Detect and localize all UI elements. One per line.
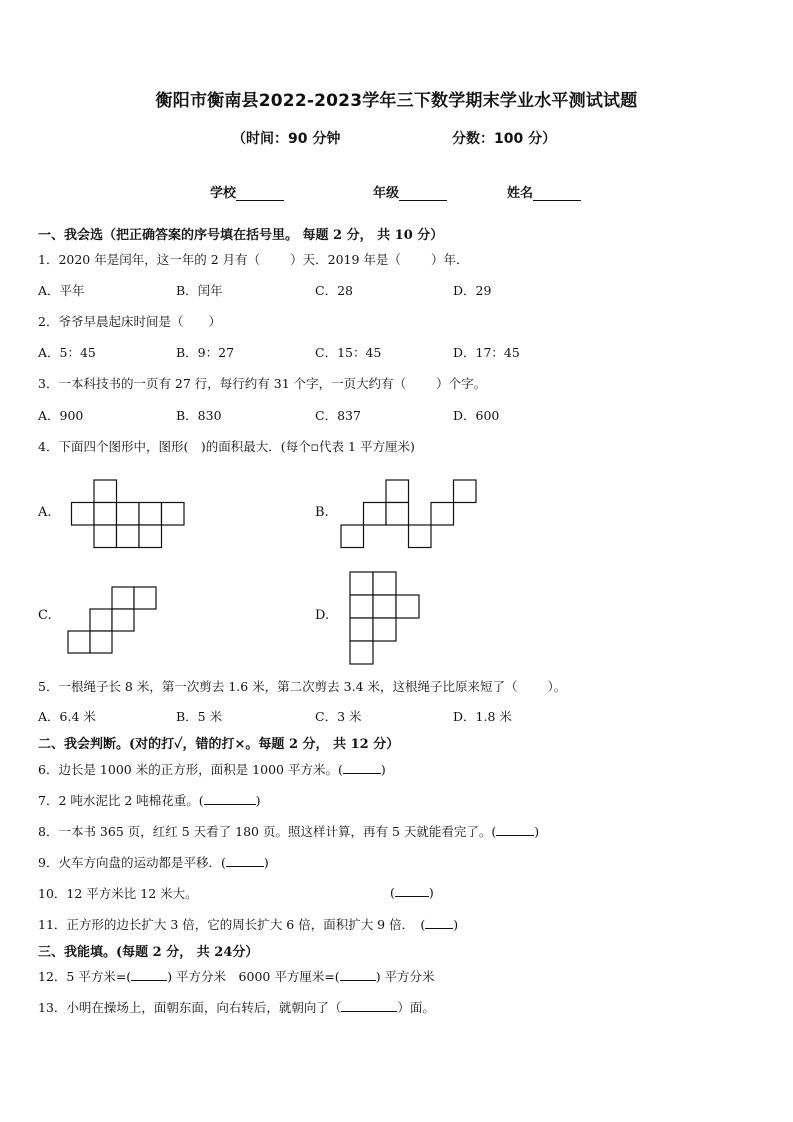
option-d[interactable]: D．600 (453, 408, 500, 423)
question-10-answer: ( ) (390, 885, 434, 900)
option-b[interactable]: B．830 (176, 408, 222, 423)
school-blank[interactable] (236, 186, 284, 201)
name-label: 姓名 (507, 186, 534, 201)
question-9: 9．火车方向盘的运动都是平移．( ) (38, 855, 269, 870)
grade-blank[interactable] (399, 186, 447, 201)
option-b[interactable]: B．闰年 (176, 283, 223, 298)
question-2: 2．爷爷早晨起床时间是（ ） (38, 314, 221, 329)
figure-a (68, 478, 188, 550)
answer-blank[interactable] (204, 792, 256, 805)
answer-blank[interactable] (131, 968, 167, 981)
option-b[interactable]: B．5 米 (176, 709, 223, 724)
option-c[interactable]: C．837 (315, 408, 361, 423)
figure-b (339, 478, 479, 550)
school-label: 学校 (210, 186, 237, 201)
option-c[interactable]: C．15：45 (315, 345, 382, 360)
answer-blank[interactable] (226, 854, 264, 867)
answer-blank[interactable] (496, 823, 534, 836)
exam-time: （时间：90 分钟 (232, 131, 341, 147)
answer-blank[interactable] (341, 999, 397, 1012)
option-b[interactable]: B．9：27 (176, 345, 235, 360)
section-heading-1: 一、我会选（把正确答案的序号填在括号里。 每题 2 分， 共 10 分） (38, 228, 444, 243)
question-3: 3．一本科技书的一页有 27 行，每行约有 31 个字，一页大约有（ ）个字。 (38, 376, 487, 391)
option-c[interactable]: C．28 (315, 283, 353, 298)
name-field (507, 182, 581, 201)
grade-field (373, 182, 447, 201)
question-13: 13．小明在操场上，面朝东面，向右转后，就朝向了（ ）面。 (38, 1000, 435, 1015)
figure-d (348, 570, 422, 666)
answer-blank[interactable] (343, 761, 381, 774)
page-title: 衡阳市衡南县2022-2023学年三下数学期末学业水平测试试题 (155, 91, 638, 111)
question-4: 4．下面四个图形中，图形( )的面积最大．(每个▫代表 1 平方厘米) (38, 439, 415, 454)
question-8: 8．一本书 365 页，红红 5 天看了 180 页。照这样计算，再有 5 天就能看完了。( ) (38, 824, 540, 839)
answer-blank[interactable] (340, 968, 376, 981)
option-d[interactable]: D．1.8 米 (453, 709, 512, 724)
answer-blank[interactable] (425, 916, 453, 929)
figure-label-a[interactable]: A. (38, 505, 52, 520)
section-heading-2: 二、我会判断。(对的打✓，错的打×。每题 2 分， 共 12 分） (38, 737, 400, 752)
option-d[interactable]: D．29 (453, 283, 492, 298)
option-c[interactable]: C．3 米 (315, 709, 362, 724)
question-5: 5．一根绳子长 8 米，第一次剪去 1.6 米，第二次剪去 3.4 米，这根绳子比原来短了（ ）。 (38, 679, 567, 694)
name-blank[interactable] (533, 186, 581, 201)
section-heading-3: 三、我能填。(每题 2 分， 共 24分） (38, 945, 259, 960)
option-a[interactable]: A．平年 (38, 283, 85, 298)
figure-c (66, 585, 162, 657)
exam-score: 分数：100 分） (452, 131, 557, 147)
question-11: 11．正方形的边长扩大 3 倍，它的周长扩大 6 倍，面积扩大 9 倍． ( ) (38, 917, 459, 932)
figure-label-c[interactable]: C. (38, 608, 52, 623)
school-field (210, 182, 284, 201)
answer-blank[interactable] (395, 884, 429, 897)
option-a[interactable]: A．5：45 (38, 345, 96, 360)
question-1: 1．2020 年是闰年，这一年的 2 月有（ ）天．2019 年是（ ）年． (38, 252, 469, 267)
question-12: 12．5 平方米=( ) 平方分米 6000 平方厘米=( ) 平方分米 (38, 969, 435, 984)
option-d[interactable]: D．17：45 (453, 345, 520, 360)
option-a[interactable]: A．900 (38, 408, 84, 423)
question-10: 10．12 平方米比 12 米大。 (38, 886, 198, 901)
question-6: 6．边长是 1000 米的正方形，面积是 1000 平方米。( ) (38, 762, 386, 777)
figure-label-d[interactable]: D. (315, 608, 330, 623)
figure-label-b[interactable]: B. (315, 505, 329, 520)
grade-label: 年级 (373, 186, 400, 201)
option-a[interactable]: A．6.4 米 (38, 709, 96, 724)
question-7: 7．2 吨水泥比 2 吨棉花重。( ) (38, 793, 261, 808)
